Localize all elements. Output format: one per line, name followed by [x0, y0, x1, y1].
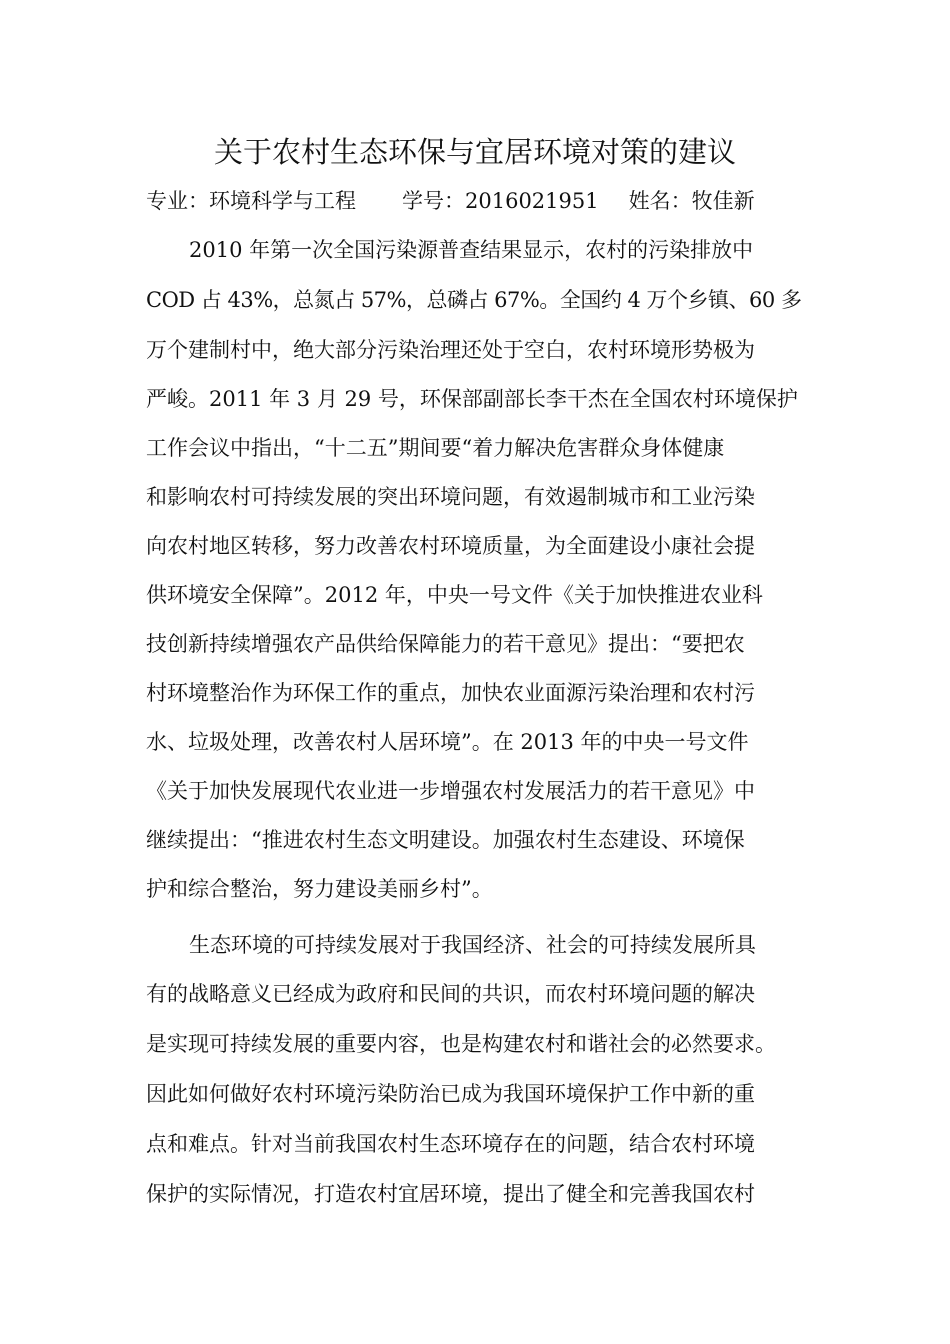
text-line: 点和难点。针对当前我国农村生态环境存在的问题，结合农村环境 [146, 1132, 755, 1156]
text-line: 继续提出：“推进农村生态文明建设。加强农村生态建设、环境保 [146, 828, 745, 852]
text-line: 严峻。2011 年 3 月 29 号，环保部副部长李干杰在全国农村环境保护 [146, 387, 798, 411]
text-line: 有的战略意义已经成为政府和民间的共识，而农村环境问题的解决 [146, 982, 755, 1006]
major-field: 专业：环境科学与工程 [146, 189, 356, 213]
author-name-field: 姓名：牧佳新 [628, 189, 755, 213]
text-line: 是实现可持续发展的重要内容，也是构建农村和谐社会的必然要求。 [146, 1032, 776, 1056]
text-line: 护和综合整治，努力建设美丽乡村”。 [146, 877, 493, 901]
text-line: 因此如何做好农村环境污染防治已成为我国环境保护工作中新的重 [146, 1082, 755, 1106]
text-line: 村环境整治作为环保工作的重点，加快农业面源污染治理和农村污 [146, 681, 755, 705]
text-line: 工作会议中指出，“十二五”期间要“着力解决危害群众身体健康 [146, 436, 725, 460]
text-line: 2010 年第一次全国污染源普查结果显示，农村的污染排放中 [189, 238, 754, 262]
text-line: COD 占 43%，总氮占 57%，总磷占 67%。全国约 4 万个乡镇、60 多 [146, 288, 802, 312]
text-line: 保护的实际情况，打造农村宜居环境，提出了健全和完善我国农村 [146, 1182, 755, 1206]
text-line: 和影响农村可持续发展的突出环境问题，有效遏制城市和工业污染 [146, 485, 755, 509]
text-line: 供环境安全保障”。2012 年，中央一号文件《关于加快推进农业科 [146, 583, 763, 607]
text-line: 《关于加快发展现代农业进一步增强农村发展活力的若干意见》中 [146, 779, 755, 803]
document-title: 关于农村生态环保与宜居环境对策的建议 [213, 135, 736, 169]
text-line: 生态环境的可持续发展对于我国经济、社会的可持续发展所具 [189, 933, 756, 957]
text-line: 向农村地区转移，努力改善农村环境质量，为全面建设小康社会提 [146, 534, 755, 558]
author-info-line [146, 181, 755, 221]
student-id-field: 学号：2016021951 [402, 189, 599, 213]
text-line: 技创新持续增强农产品供给保障能力的若干意见》提出：“要把农 [146, 632, 745, 656]
text-line: 水、垃圾处理，改善农村人居环境”。在 2013 年的中央一号文件 [146, 730, 749, 754]
text-line: 万个建制村中，绝大部分污染治理还处于空白，农村环境形势极为 [146, 338, 755, 362]
